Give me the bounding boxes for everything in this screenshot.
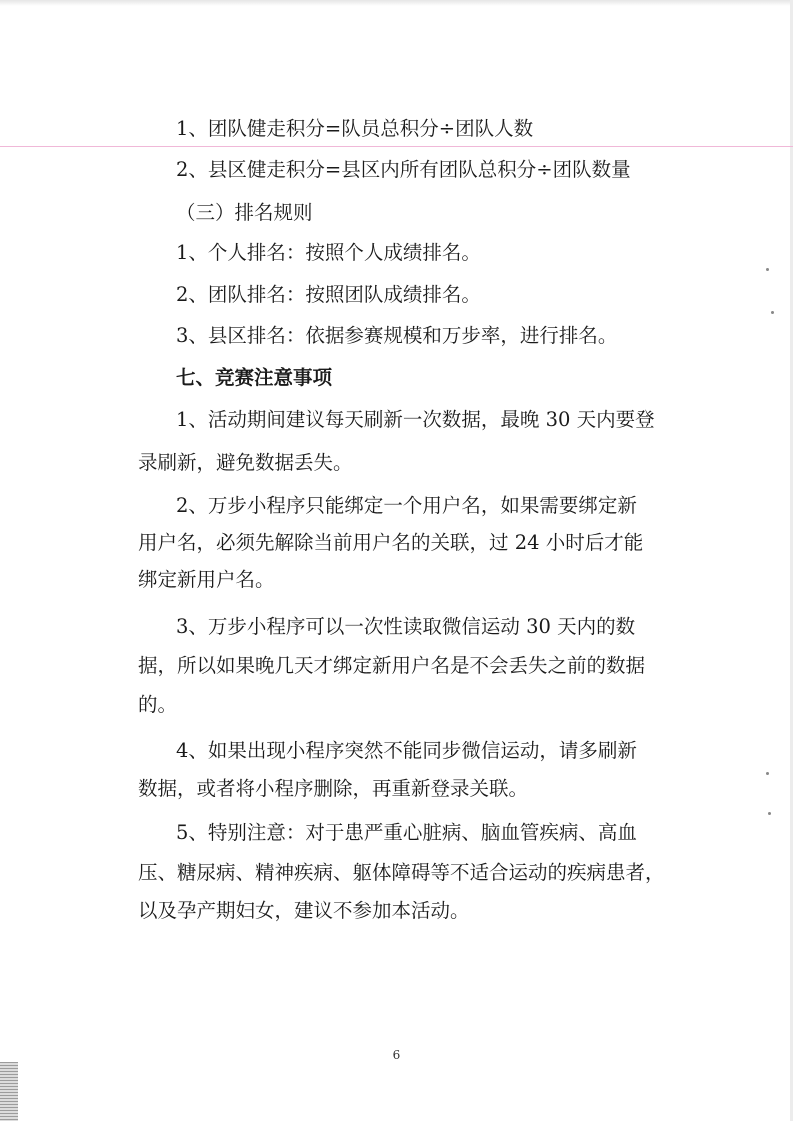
section-subheading: （三）排名规则 <box>176 201 313 224</box>
text-line: 3、万步小程序可以一次性读取微信运动 30 天内的数 <box>176 615 636 638</box>
text-line: 3、县区排名：依据参赛规模和万步率，进行排名。 <box>176 324 618 347</box>
text-line: 1、团队健走积分=队员总积分÷团队人数 <box>176 117 534 140</box>
text-line: 2、团队排名：按照团队成绩排名。 <box>176 283 481 306</box>
scan-speck <box>766 772 769 775</box>
text-line: 的。 <box>138 693 178 716</box>
text-line: 2、县区健走积分=县区内所有团队总积分÷团队数量 <box>176 158 631 181</box>
scan-speck <box>768 812 771 815</box>
text-line: 以及孕产期妇女，建议不参加本活动。 <box>138 899 470 922</box>
text-line: 5、特别注意：对于患严重心脏病、脑血管疾病、高血 <box>176 821 637 844</box>
text-line: 用户名，必须先解除当前用户名的关联，过 24 小时后才能 <box>138 531 644 554</box>
text-line: 据，所以如果晚几天才绑定新用户名是不会丢失之前的数据 <box>138 654 646 677</box>
page-top-edge <box>0 0 793 6</box>
scan-speck <box>771 311 774 314</box>
scan-edge-artifact <box>0 1062 18 1121</box>
text-line: 4、如果出现小程序突然不能同步微信运动，请多刷新 <box>176 739 637 762</box>
scan-line-artifact <box>0 146 793 147</box>
text-line: 2、万步小程序只能绑定一个用户名，如果需要绑定新 <box>176 494 637 517</box>
text-line: 1、活动期间建议每天刷新一次数据，最晚 30 天内要登 <box>176 408 655 431</box>
text-line: 1、个人排名：按照个人成绩排名。 <box>176 241 481 264</box>
text-line: 数据，或者将小程序删除，再重新登录关联。 <box>138 777 529 800</box>
scan-speck <box>766 268 769 271</box>
text-line: 压、糖尿病、精神疾病、躯体障碍等不适合运动的疾病患者， <box>138 861 665 884</box>
page-number: 6 <box>392 1048 401 1062</box>
text-line: 录刷新，避免数据丢失。 <box>138 451 353 474</box>
section-heading: 七、竞赛注意事项 <box>176 366 333 389</box>
text-line: 绑定新用户名。 <box>138 568 275 591</box>
